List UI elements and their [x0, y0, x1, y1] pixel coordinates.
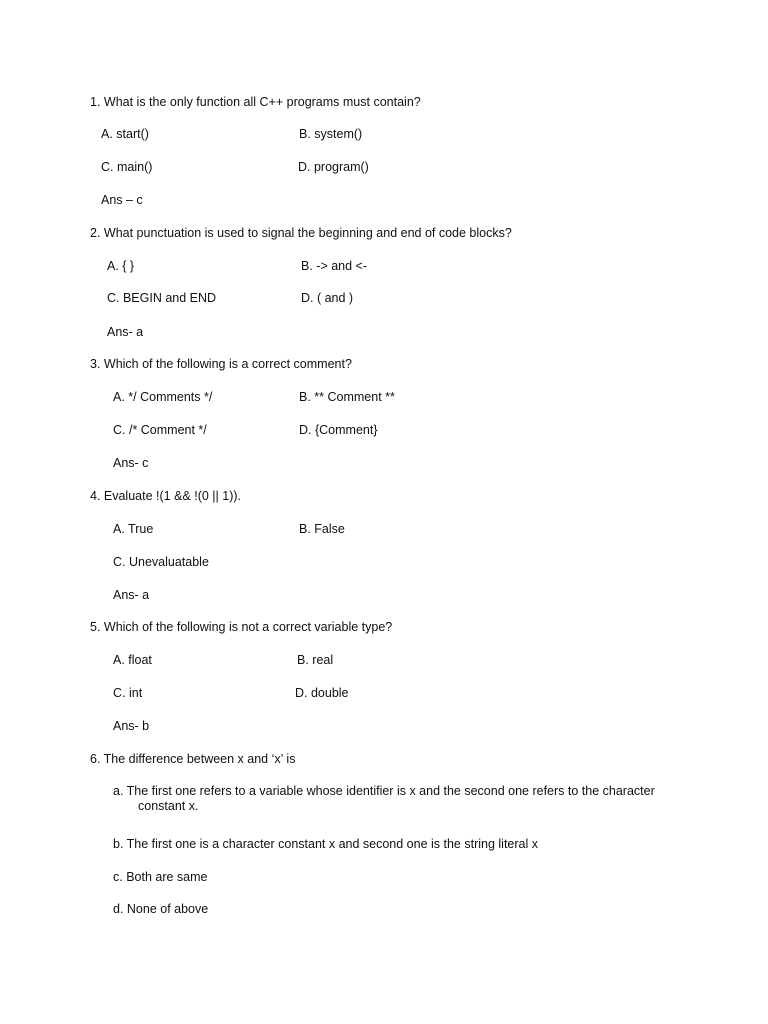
- question-1-option-b: B. system(): [299, 127, 363, 141]
- question-2-option-d: D. ( and ): [301, 291, 354, 305]
- question-4-option-b: B. False: [299, 522, 345, 536]
- question-5-text: 5. Which of the following is not a correct variable type?: [90, 620, 393, 634]
- question-3-answer: Ans- c: [113, 456, 149, 470]
- question-5-option-c: C. int: [113, 686, 143, 700]
- question-4-answer: Ans- a: [113, 588, 150, 602]
- question-6-option-c: c. Both are same: [113, 870, 208, 884]
- question-6-option-a: a. The first one refers to a variable whose identifier is x and the second one refers to the character constant x.: [113, 784, 655, 813]
- question-4-option-a: A. True: [113, 522, 154, 536]
- question-4-text: 4. Evaluate !(1 && !(0 || 1)).: [90, 489, 242, 503]
- question-5-option-a: A. float: [113, 653, 152, 667]
- question-5-option-d: D. double: [295, 686, 349, 700]
- question-3-option-d: D. {Comment}: [299, 423, 378, 437]
- question-6-text: 6. The difference between x and ‘x’ is: [90, 752, 296, 766]
- question-6-option-b: b. The first one is a character constant x and second one is the string literal x: [113, 837, 538, 851]
- question-1-option-d: D. program(): [298, 160, 369, 174]
- question-5-answer: Ans- b: [113, 719, 150, 733]
- question-5-option-b: B. real: [297, 653, 334, 667]
- question-2-option-a: A. { }: [107, 259, 135, 273]
- question-3-option-b: B. ** Comment **: [299, 390, 395, 404]
- question-6-option-d: d. None of above: [113, 902, 209, 916]
- question-1-answer: Ans – c: [101, 193, 143, 207]
- question-3-option-c: C. /* Comment */: [113, 423, 207, 437]
- question-2-option-c: C. BEGIN and END: [107, 291, 217, 305]
- question-2-option-b: B. -> and <-: [301, 259, 368, 273]
- question-2-text: 2. What punctuation is used to signal the beginning and end of code blocks?: [90, 226, 512, 240]
- question-3-option-a: A. */ Comments */: [113, 390, 213, 404]
- question-1-text: 1. What is the only function all C++ programs must contain?: [90, 95, 421, 109]
- question-3-text: 3. Which of the following is a correct comment?: [90, 357, 352, 371]
- question-4-option-c: C. Unevaluatable: [113, 555, 209, 569]
- question-2-answer: Ans- a: [107, 325, 144, 339]
- question-1-option-c: C. main(): [101, 160, 153, 174]
- question-1-option-a: A. start(): [101, 127, 149, 141]
